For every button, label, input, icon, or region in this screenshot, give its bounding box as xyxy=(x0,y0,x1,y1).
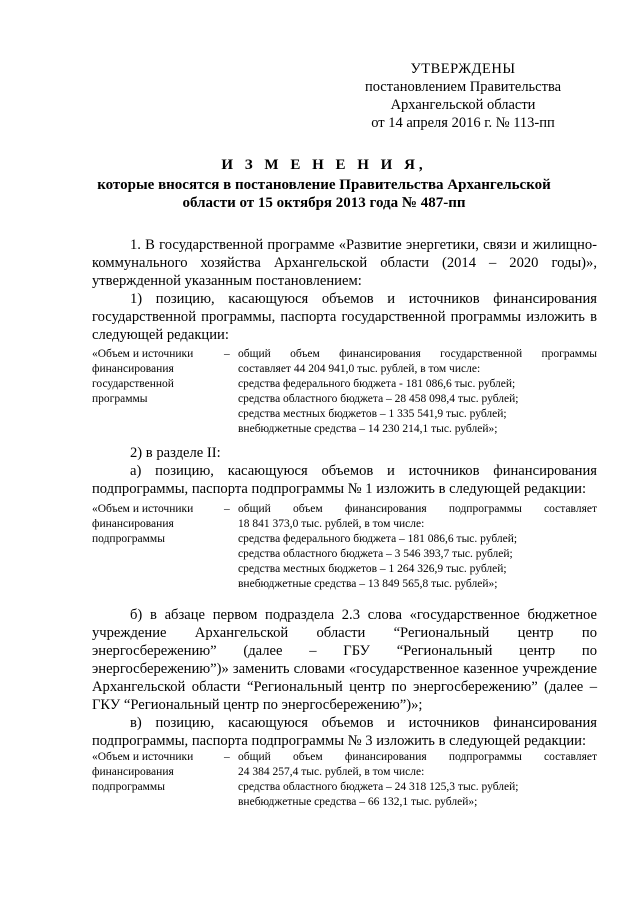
table-2-label: «Объем и источники финансирования подпрограммы xyxy=(92,503,194,545)
document-title xyxy=(60,156,588,212)
approval-line-1: постановлением Правительства xyxy=(364,79,562,95)
paragraph-1: 1. В государственной программе «Развитие энергетики, связи и жилищно-коммунального хозяйства Архангельской области (2014 – 2020 годы)», утвержденной указанным постановлением: xyxy=(92,237,597,289)
table-1-text: общий объем финансирования государственной программы составляет 44 204 941,0 тыс. рублей, в том числе: средства федерального бюджета - 181 086,6 тыс. рублей; средства областного бюджета – 28 458 098,4 тыс. рублей; средства местных бюджетов – 1 335 541,9 тыс. рублей; внебюджетные средства – 14 230 214,1 тыс. рублей»; xyxy=(238,348,597,435)
table-2-text: общий объем финансирования подпрограммы составляет 18 841 373,0 тыс. рублей, в том числе: средства федерального бюджета – 181 086,6 тыс. рублей; средства областного бюджета – 3 546 393,7 тыс. рублей; средства местных бюджетов – 1 264 326,9 тыс. рублей; внебюджетные средства – 13 849 565,8 тыс. рублей»; xyxy=(238,503,597,590)
paragraph-2: 2) в разделе II: xyxy=(130,445,221,461)
paragraph-2-a: а) позицию, касающуюся объемов и источников финансирования подпрограммы, паспорта подпрограммы № 1 изложить в следующей редакции: xyxy=(92,463,597,497)
table-1-dash: – xyxy=(224,348,230,360)
table-2-dash: – xyxy=(224,503,230,515)
title-sub-2: области от 15 октября 2013 года № 487-пп xyxy=(182,195,466,211)
table-3-dash: – xyxy=(224,751,230,763)
approval-block xyxy=(352,60,574,132)
table-3-text: общий объем финансирования подпрограммы составляет 24 384 257,4 тыс. рублей, в том числе: средства областного бюджета – 24 318 125,3 тыс. рублей; внебюджетные средства – 66 132,1 тыс. рублей»; xyxy=(238,751,597,808)
title-sub-1: которые вносятся в постановление Правительства Архангельской xyxy=(97,177,551,193)
financing-table-1 xyxy=(92,347,597,439)
paragraph-1-1: 1) позицию, касающуюся объемов и источников финансирования государственной программы, паспорта государственной программы изложить в следующей редакции: xyxy=(92,291,597,343)
table-1-label: «Объем и источники финансирования государственной программы xyxy=(92,348,194,405)
paragraph-2-b: б) в абзаце первом подраздела 2.3 слова «государственное бюджетное учреждение Архангельской области “Региональный центр по энергосбережению” (далее – ГБУ “Региональный центр по энергосбережению”)» заменить словами «государственное казенное учреждение Архангельской области “Региональный центр по энергосбережению” (далее – ГКУ “Региональный центр по энергосбережению”)»; xyxy=(92,607,597,713)
approval-line-2: Архангельской области xyxy=(390,97,536,113)
paragraph-2-c: в) позицию, касающуюся объемов и источников финансирования подпрограммы, паспорта подпрограммы № 3 изложить в следующей редакции: xyxy=(92,715,597,749)
approval-head: УТВЕРЖДЕНЫ xyxy=(410,61,516,77)
table-3-label: «Объем и источники финансирования подпрограммы xyxy=(92,751,194,793)
financing-table-3 xyxy=(92,750,597,812)
approval-line-3: от 14 апреля 2016 г. № 113-пп xyxy=(371,115,555,131)
title-main: И З М Е Н Е Н И Я, xyxy=(221,157,427,173)
financing-table-2 xyxy=(92,502,597,594)
